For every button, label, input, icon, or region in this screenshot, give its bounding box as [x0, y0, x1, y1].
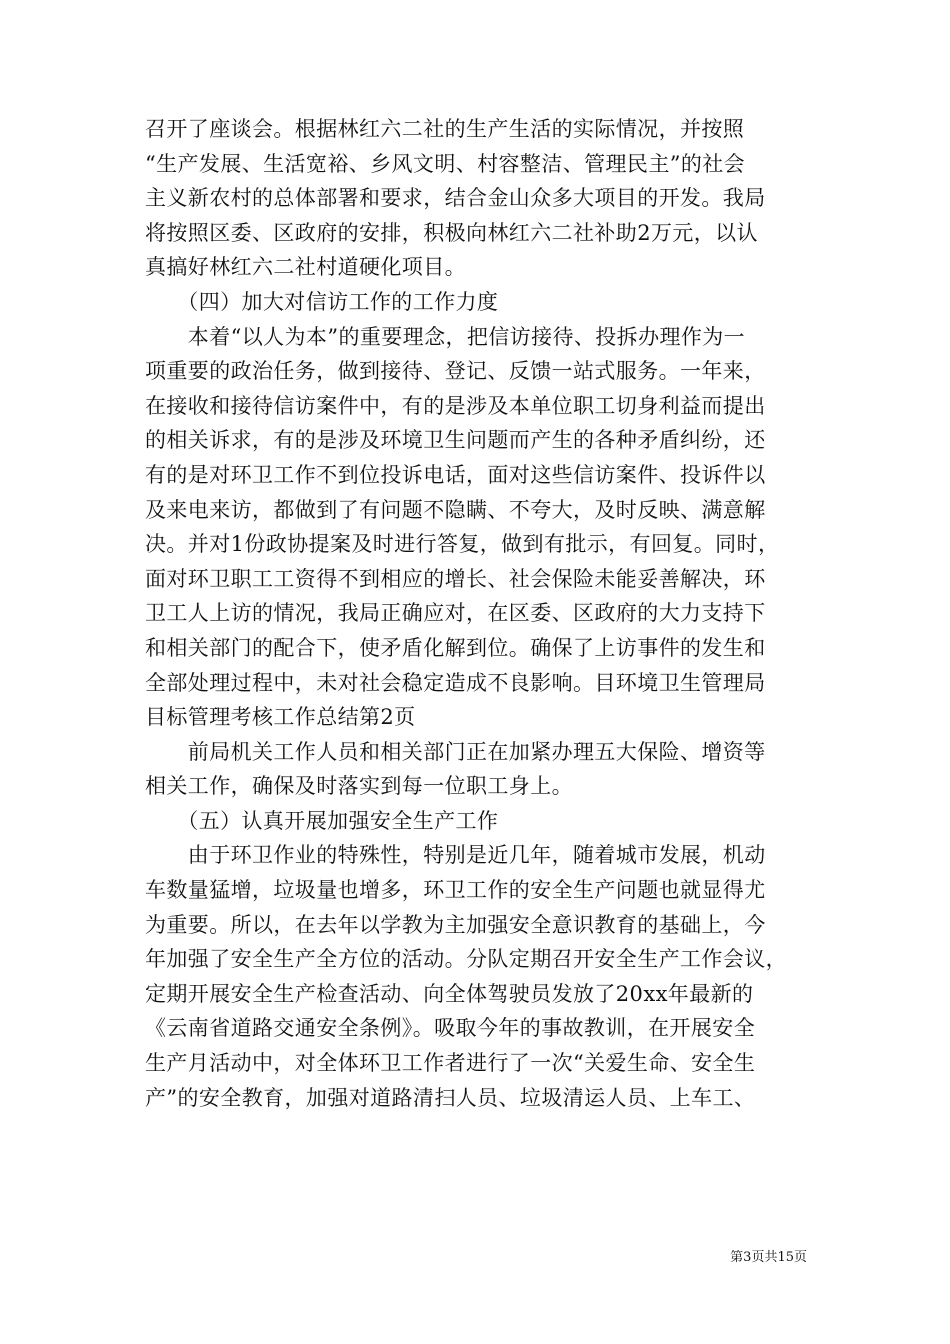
- text-line-23: 车数量猛增，垃圾量也增多，环卫工作的安全生产问题也就显得尤: [145, 878, 766, 903]
- text-line-18: 目标管理考核工作总结第2页: [145, 705, 416, 730]
- document-body: [145, 112, 810, 1115]
- text-line-8: 项重要的政治任务，做到接待、登记、反馈一站式服务。一年来，: [145, 359, 766, 384]
- text-line-19: 前局机关工作人员和相关部门正在加紧办理五大保险、增资等: [145, 739, 766, 764]
- text-line-12: 及来电来访，都做到了有问题不隐瞒、不夸大，及时反映、满意解: [145, 497, 766, 522]
- section-heading-4: （四）加大对信访工作的工作力度: [145, 289, 499, 314]
- page-number-footer: 第3页共15页: [730, 1250, 807, 1265]
- text-line-1: 召开了座谈会。根据林红六二社的生产生活的实际情况，并按照: [145, 117, 745, 141]
- text-line-13: 决。并对1份政协提案及时进行答复，做到有批示，有回复。同时，: [145, 532, 780, 557]
- text-line-2: “生产发展、生活宽裕、乡风文明、村容整洁、管理民主”的社会: [145, 151, 746, 176]
- text-line-4: 将按照区委、区政府的安排，积极向林红六二社补助2万元，以认: [145, 220, 758, 245]
- section-heading-5: （五）认真开展加强安全生产工作: [145, 808, 499, 833]
- text-line-16: 和相关部门的配合下，使矛盾化解到位。确保了上访事件的发生和: [145, 635, 766, 660]
- text-line-24: 为重要。所以，在去年以学教为主加强安全意识教育的基础上，今: [145, 912, 766, 937]
- text-line-20: 相关工作，确保及时落实到每一位职工身上。: [145, 774, 573, 799]
- text-line-10: 的相关诉求，有的是涉及环境卫生问题而产生的各种矛盾纠纷，还: [145, 428, 766, 453]
- text-line-29: 产”的安全教育，加强对道路清扫人员、垃圾清运人员、上车工、: [145, 1085, 756, 1110]
- text-line-22: 由于环卫作业的特殊性，特别是近几年，随着城市发展，机动: [145, 843, 766, 868]
- text-line-27: 《云南省道路交通安全条例》。吸取今年的事故教训，在开展安全: [145, 1016, 756, 1041]
- text-line-25: 年加强了安全生产全方位的活动。分队定期召开安全生产工作会议，: [145, 947, 787, 972]
- text-line-26: 定期开展安全生产检查活动、向全体驾驶员发放了20xx年最新的: [145, 981, 754, 1006]
- text-line-28: 生产月活动中，对全体环卫工作者进行了一次“关爱生命、安全生: [145, 1051, 756, 1076]
- text-line-3: 主义新农村的总体部署和要求，结合金山众多大项目的开发。我局: [145, 186, 766, 211]
- text-line-11: 有的是对环卫工作不到位投诉电话，面对这些信访案件、投诉件以: [145, 462, 766, 487]
- text-line-14: 面对环卫职工工资得不到相应的增长、社会保险未能妥善解决，环: [145, 566, 766, 591]
- text-line-15: 卫工人上访的情况，我局正确应对，在区委、区政府的大力支持下: [145, 601, 766, 626]
- text-line-7: 本着“以人为本”的重要理念，把信访接待、投拆办理作为一: [145, 324, 746, 349]
- text-line-9: 在接收和接待信访案件中，有的是涉及本单位职工切身利益而提出: [145, 393, 766, 418]
- text-line-5: 真搞好林红六二社村道硬化项目。: [145, 255, 466, 280]
- text-line-17: 全部处理过程中，未对社会稳定造成不良影响。目环境卫生管理局: [145, 670, 766, 695]
